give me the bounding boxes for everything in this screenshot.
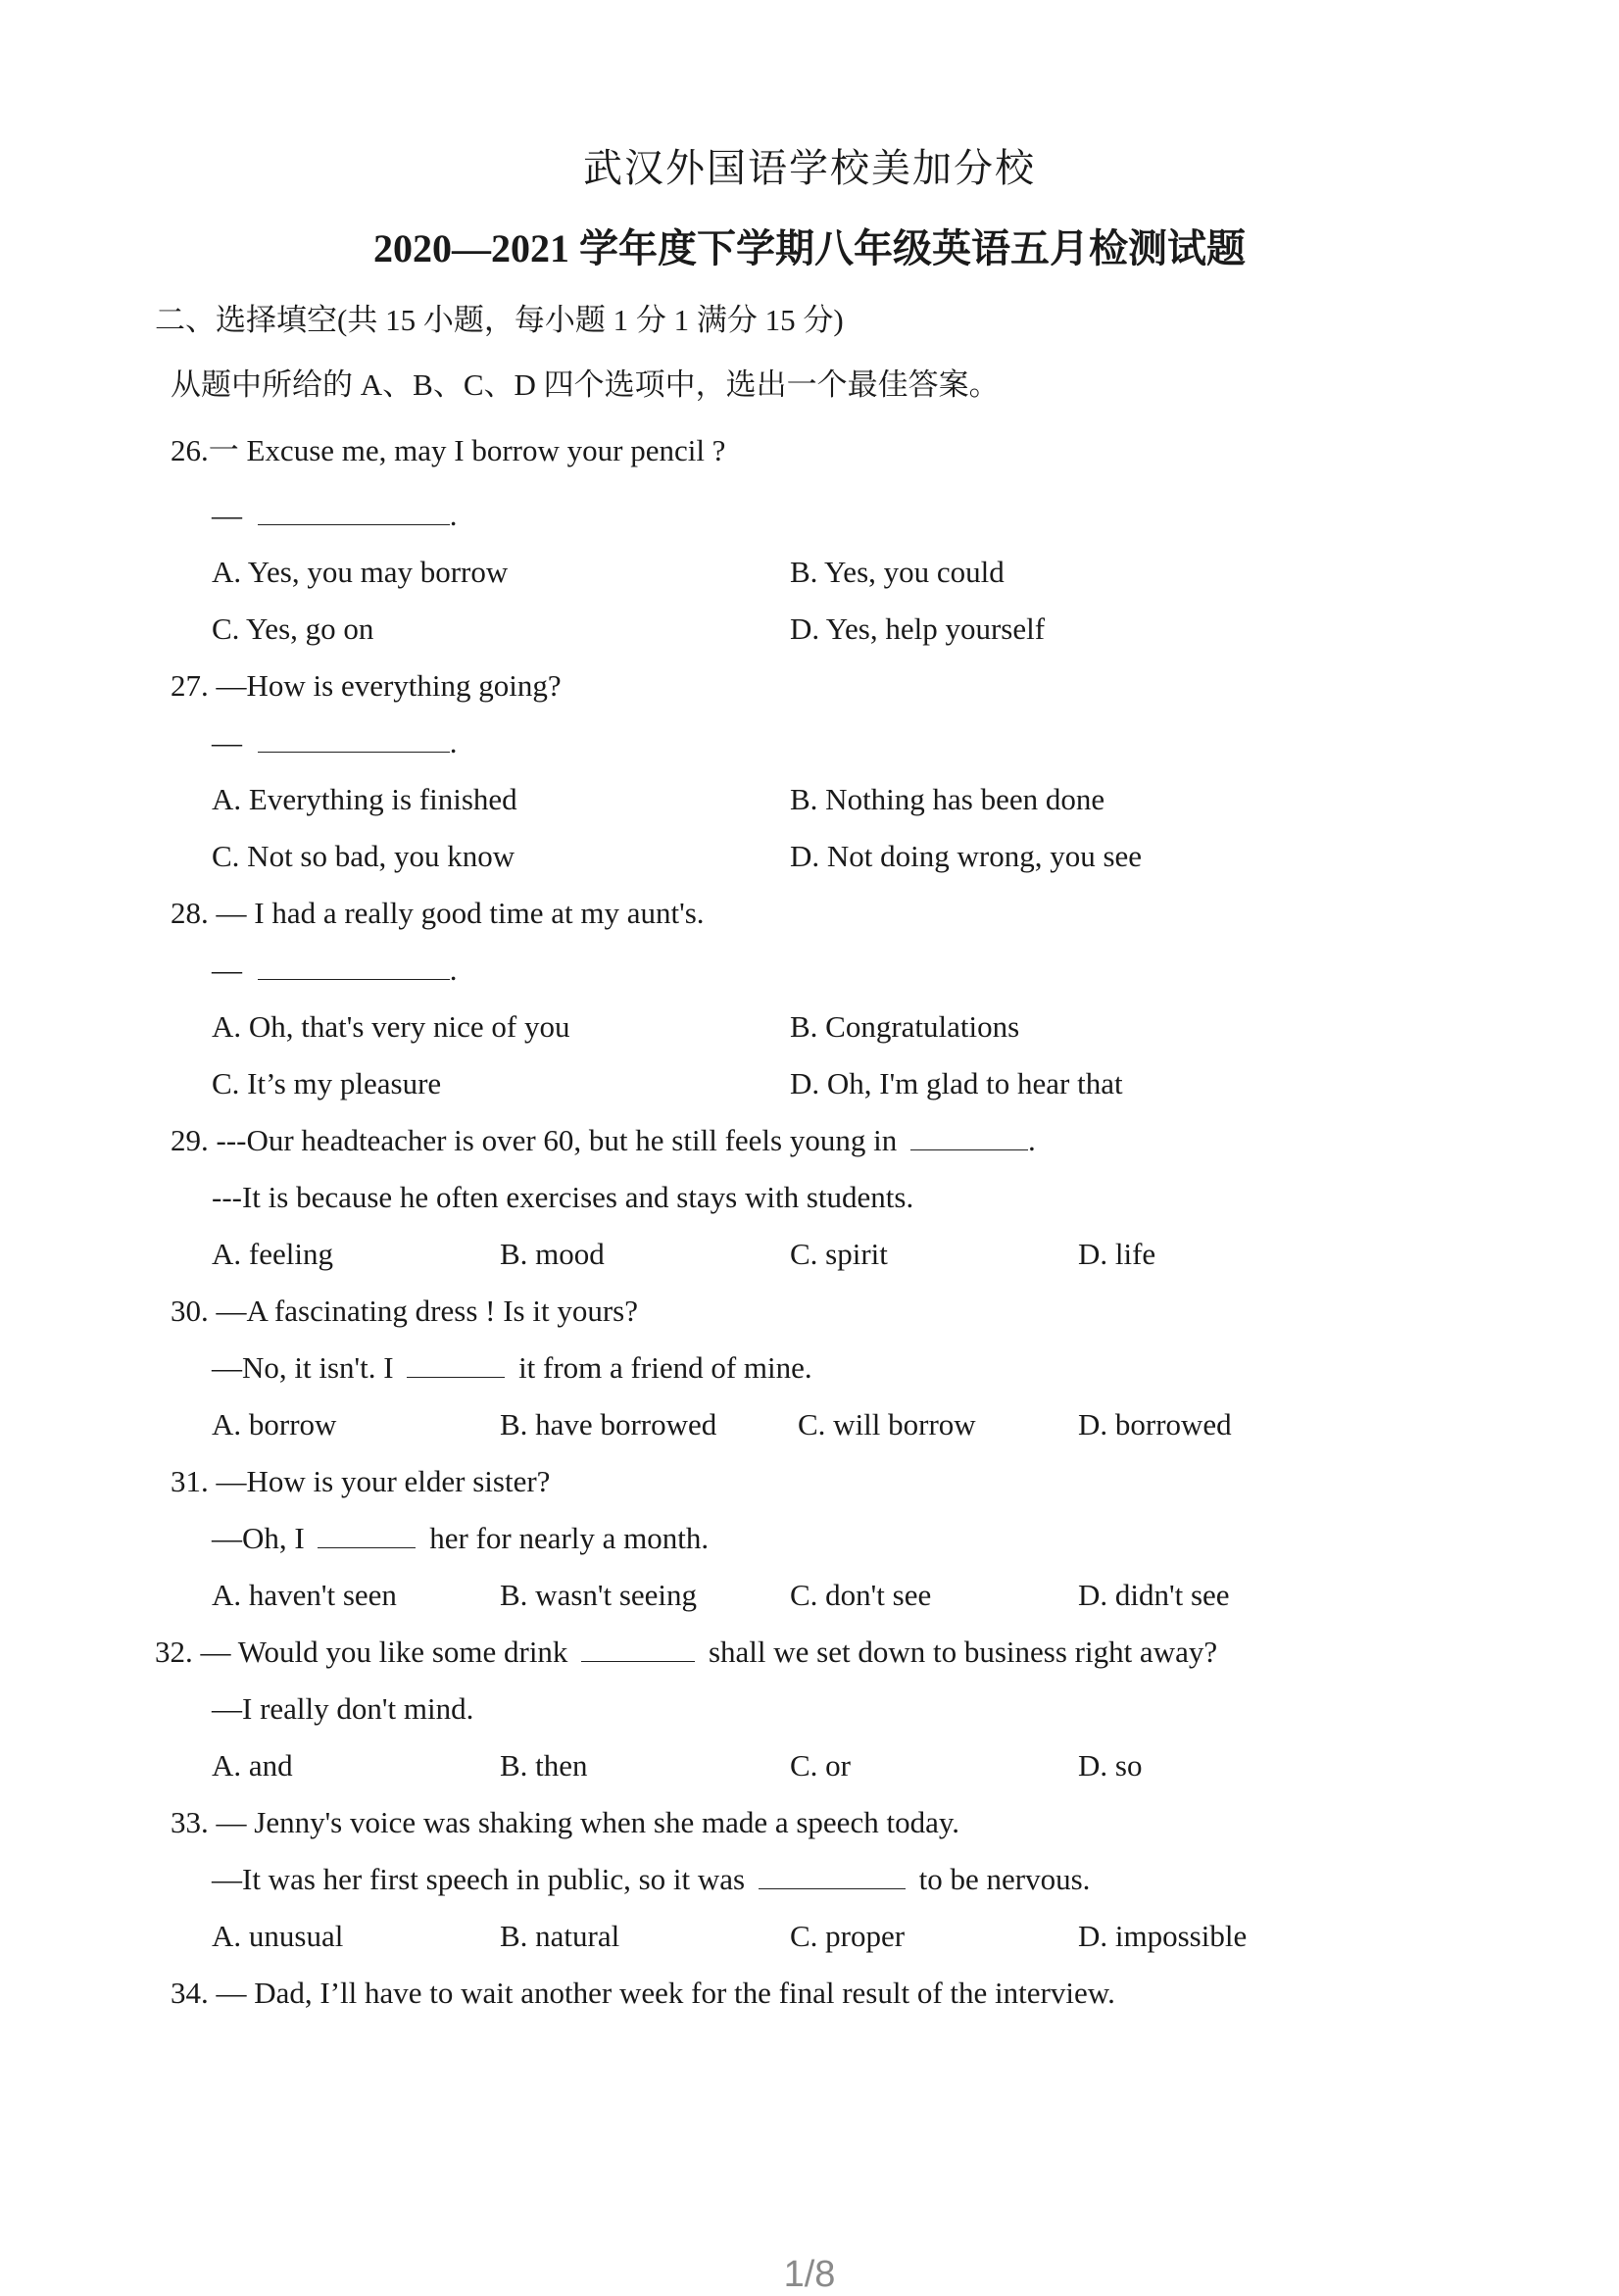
- question-27-stem: 27. —How is everything going?: [171, 668, 562, 703]
- answer-blank: [407, 1351, 505, 1378]
- option-c: C. or: [790, 1748, 851, 1783]
- answer-blank: [258, 953, 450, 980]
- stem-text-after: shall we set down to business right away?: [708, 1635, 1218, 1669]
- option-c: C. It’s my pleasure: [212, 1066, 442, 1100]
- question-33-stem: 33. — Jenny's voice was shaking when she made a speech today.: [171, 1805, 960, 1839]
- question-28-reply: [212, 951, 458, 990]
- option-d: D. didn't see: [1078, 1578, 1230, 1612]
- option-a: A. and: [212, 1748, 293, 1783]
- reply-text-after: it from a friend of mine.: [518, 1350, 812, 1385]
- question-29-stem: [171, 1121, 1036, 1160]
- school-name: 武汉外国语学校美加分校: [583, 146, 1036, 190]
- reply-period: .: [449, 725, 458, 759]
- question-26-reply: [212, 496, 458, 535]
- stem-text-before: 32. — Would you like some drink: [155, 1635, 568, 1669]
- option-d: D. borrowed: [1078, 1407, 1232, 1441]
- page-number: 1/8: [783, 2254, 836, 2295]
- question-31-stem: 31. —How is your elder sister?: [171, 1464, 551, 1498]
- answer-blank: [910, 1124, 1028, 1150]
- option-d: D. so: [1078, 1748, 1143, 1783]
- answer-blank: [759, 1863, 906, 1889]
- option-a: A. Yes, you may borrow: [212, 555, 509, 589]
- option-c: C. don't see: [790, 1578, 932, 1612]
- question-27-reply: [212, 723, 458, 762]
- reply-dash: —: [212, 498, 242, 532]
- option-b: B. have borrowed: [500, 1407, 717, 1441]
- option-a: A. feeling: [212, 1237, 333, 1271]
- option-a: A. Everything is finished: [212, 782, 517, 816]
- question-32-reply: —I really don't mind.: [212, 1691, 474, 1726]
- option-a: A. haven't seen: [212, 1578, 397, 1612]
- option-b: B. Congratulations: [790, 1009, 1020, 1044]
- reply-dash: —: [212, 725, 242, 759]
- question-30-stem: 30. —A fascinating dress ! Is it yours?: [171, 1294, 638, 1328]
- option-c: C. Yes, go on: [212, 611, 374, 646]
- reply-text-before: —Oh, I: [212, 1521, 305, 1555]
- question-33-reply: [212, 1860, 1090, 1899]
- reply-period: .: [449, 498, 458, 532]
- question-28-stem: 28. — I had a really good time at my aunt's.: [171, 896, 705, 930]
- option-d: D. impossible: [1078, 1919, 1248, 1953]
- option-b: B. wasn't seeing: [500, 1578, 698, 1612]
- option-b: B. natural: [500, 1919, 620, 1953]
- option-b: B. then: [500, 1748, 588, 1783]
- option-b: B. mood: [500, 1237, 605, 1271]
- question-34-stem: 34. — Dad, I’ll have to wait another week for the final result of the interview.: [171, 1976, 1115, 2010]
- reply-text-after: to be nervous.: [918, 1862, 1091, 1896]
- option-a: A. unusual: [212, 1919, 344, 1953]
- answer-blank: [318, 1522, 416, 1548]
- stem-period: .: [1027, 1123, 1036, 1157]
- stem-text: 29. ---Our headteacher is over 60, but he still feels young in: [171, 1123, 898, 1157]
- option-c: C. spirit: [790, 1237, 888, 1271]
- option-d: D. life: [1078, 1237, 1156, 1271]
- reply-dash: —: [212, 953, 242, 987]
- section-heading: 二、选择填空(共 15 小题，每小题 1 分 1 满分 15 分): [155, 303, 844, 337]
- answer-blank: [258, 726, 450, 753]
- section-instruction: 从题中所给的 A、B、C、D 四个选项中，选出一个最佳答案。: [171, 367, 1000, 402]
- question-30-reply: [212, 1348, 812, 1388]
- question-26-stem: 26.一 Excuse me, may I borrow your pencil ?: [171, 433, 726, 467]
- option-d: D. Not doing wrong, you see: [790, 839, 1143, 873]
- question-31-reply: [212, 1519, 709, 1558]
- option-c: C. will borrow: [798, 1407, 976, 1441]
- question-32-stem: [155, 1633, 1217, 1672]
- option-b: B. Nothing has been done: [790, 782, 1105, 816]
- answer-blank: [581, 1636, 695, 1662]
- option-b: B. Yes, you could: [790, 555, 1005, 589]
- question-29-reply: ---It is because he often exercises and stays with students.: [212, 1180, 914, 1214]
- reply-text-before: —No, it isn't. I: [212, 1350, 394, 1385]
- option-c: C. proper: [790, 1919, 906, 1953]
- reply-period: .: [449, 953, 458, 987]
- option-a: A. borrow: [212, 1407, 337, 1441]
- option-d: D. Oh, I'm glad to hear that: [790, 1066, 1123, 1100]
- option-a: A. Oh, that's very nice of you: [212, 1009, 570, 1044]
- answer-blank: [258, 499, 450, 525]
- reply-text-before: —It was her first speech in public, so it was: [212, 1862, 746, 1896]
- exam-title: 2020—2021 学年度下学期八年级英语五月检测试题: [373, 226, 1246, 270]
- option-d: D. Yes, help yourself: [790, 611, 1046, 646]
- reply-text-after: her for nearly a month.: [429, 1521, 710, 1555]
- option-c: C. Not so bad, you know: [212, 839, 515, 873]
